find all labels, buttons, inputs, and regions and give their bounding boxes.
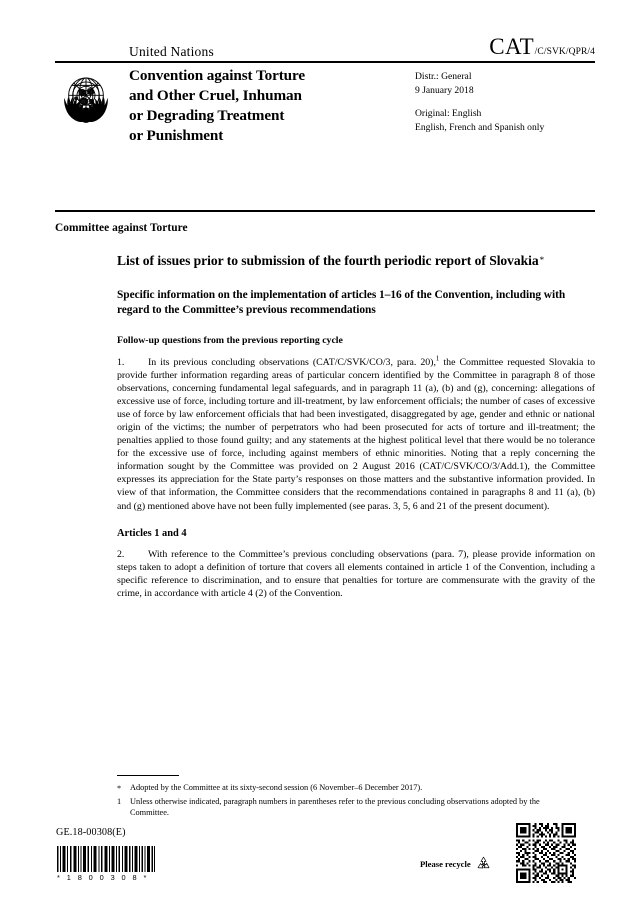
original-language: Original: English	[415, 108, 482, 119]
paragraph-2	[117, 548, 595, 600]
page-title-footnote-marker: *	[539, 255, 545, 265]
masthead-top-row	[55, 36, 595, 58]
qr-code-icon	[516, 823, 576, 883]
document-symbol-main: CAT	[489, 34, 535, 59]
document-title-line: and Other Cruel, Inhuman	[129, 87, 302, 104]
document-title-line: Convention against Torture	[129, 67, 306, 84]
footnote-separator-rule	[117, 775, 179, 776]
footnote-item	[117, 796, 547, 818]
masthead	[55, 36, 595, 63]
barcode-text: * 1 8 0 0 3 0 8 *	[57, 873, 149, 882]
paragraph-text-before-footnote: In its previous concluding observations (CAT/C/SVK/CO/3, para. 20),	[148, 356, 436, 368]
organization-name: United Nations	[129, 43, 214, 59]
footnote-symbol: *	[117, 784, 122, 794]
footnote-item	[117, 782, 547, 794]
footnote-symbol: 1	[117, 796, 122, 806]
title-band	[55, 66, 595, 146]
available-languages: English, French and Spanish only	[415, 121, 545, 133]
document-title-line: or Degrading Treatment	[129, 107, 285, 124]
paragraph-number: 2.	[117, 548, 125, 560]
recycle-icon	[475, 855, 492, 872]
document-symbol-suffix: /C/SVK/QPR/4	[534, 47, 595, 57]
qr-code-block	[516, 823, 576, 883]
barcode-icon	[56, 846, 156, 872]
committee-name: Committee against Torture	[55, 222, 188, 234]
emblem-cell	[55, 66, 129, 146]
page-title	[117, 252, 595, 270]
footnotes-block	[117, 775, 547, 819]
section-heading-followup: Follow-up questions from the previous reporting cycle	[117, 334, 343, 346]
masthead-rule	[55, 61, 595, 63]
distribution-label: Distr.: General	[415, 71, 472, 82]
subtitle: Specific information on the implementation of articles 1–16 of the Convention, including with regard to the Committee’s previous recommendations	[117, 288, 566, 316]
distribution-spacer	[415, 97, 595, 107]
document-title	[129, 66, 415, 146]
footnote-text: Adopted by the Committee at its sixty-second session (6 November–6 December 2017).	[130, 783, 423, 793]
un-emblem-icon	[55, 68, 117, 130]
job-number: GE.18-00308(E)	[56, 827, 126, 838]
document-title-line: or Punishment	[129, 127, 224, 144]
paragraph-text: With reference to the Committee’s previous concluding observations (para. 7), please provide information on steps taken to adopt a definition of torture that covers all elements contained in article 1 of the Convention, including a specific reference to discrimination, and to ensure that penalties for torture are commensurate with the gravity of the crime, in accordance with article 4 (2) of the Convention.	[117, 548, 595, 599]
paragraph-text-after-footnote: the Committee requested Slovakia to provide further information regarding areas of particular concern identified by the Committee in paragraph 8 of those observations, concerning fundamental legal safeguards, and in paragraph 11 (a), (b) and (g), concerning: allegations of excessive use of force, including torture and ill-treatment, by law enforcement officials; the number of cases of excessive use of force by law enforcement officials that had been investigated, disaggregated by age, gender and ethnic or national origin of the victims; the number of perpetrators who had been prosecuted for acts of torture and ill-treatment; the penalties applied to those found guilty; and any statements at the highest political level that there would be no tolerance for the excessive use of force, including against members of ethnic minorities. Noting that a reply concerning the information sought by the Committee was provided on 2 August 2016 (CAT/C/SVK/CO/3/Add.1), the Committee expresses its appreciation for the State party’s responses on those matters and the substantive information provided. In view of that information, the Committee considers that the recommendations contained in paragraphs 8 and 11 (a), (b) and (g) mentioned above have not been fully implemented (see paras. 3, 5, 6 and 21 of the present document).	[117, 356, 595, 512]
document-date: 9 January 2018	[415, 84, 474, 96]
paragraph-number: 1.	[117, 356, 125, 368]
body-rule	[55, 210, 595, 212]
distribution-block	[415, 66, 595, 146]
document-title-text	[129, 66, 405, 146]
footnote-text: Unless otherwise indicated, paragraph numbers in parentheses refer to the previous concluding observations adopted by the Committee.	[130, 796, 540, 817]
page-title-text: List of issues prior to submission of the fourth periodic report of Slovakia	[117, 253, 539, 268]
document-symbol	[489, 35, 595, 58]
section-heading-articles: Articles 1 and 4	[117, 527, 187, 539]
barcode-block	[56, 846, 156, 882]
recycle-label: Please recycle	[420, 858, 471, 869]
document-content	[117, 252, 595, 606]
recycle-notice	[420, 855, 492, 872]
footnote-reference: 1	[435, 354, 440, 363]
paragraph-1	[117, 356, 595, 513]
